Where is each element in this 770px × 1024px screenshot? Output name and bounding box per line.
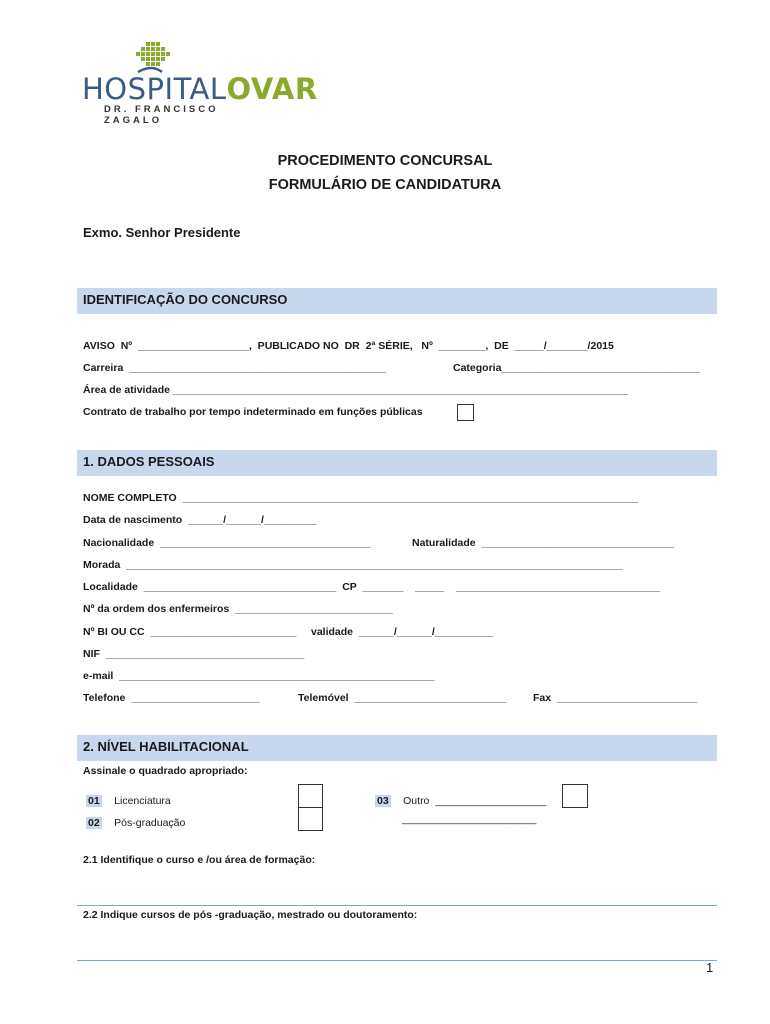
outro-extra-field[interactable]: _______________________ [402, 813, 537, 825]
section-header-dados [77, 450, 717, 476]
page-number: 1 [706, 960, 714, 975]
question-2-2: 2.2 Indique cursos de pós -graduação, mestrado ou doutoramento: [83, 909, 418, 921]
nivel-instructions: Assinale o quadrado apropriado: [83, 765, 248, 777]
option-label: Pós-graduação [114, 817, 186, 829]
localidade-field[interactable]: Localidade _________________________________ CP _______ _____ ___________________________________ [83, 581, 661, 593]
section-title: 1. DADOS PESSOAIS [83, 454, 215, 469]
data-nascimento-field[interactable]: Data de nascimento ______/______/_________ [83, 514, 317, 526]
option-pos-graduacao [86, 813, 185, 831]
option-number: 02 [88, 817, 100, 829]
contrato-checkbox[interactable] [457, 404, 474, 421]
email-field[interactable]: e-mail ______________________________________________________ [83, 670, 435, 682]
outro-checkbox[interactable] [562, 784, 588, 808]
document-title-line2: FORMULÁRIO DE CANDIDATURA [268, 177, 502, 193]
area-atividade-field[interactable]: Área de atividade ______________________________________________________________________________ [83, 384, 629, 396]
nome-field[interactable]: NOME COMPLETO ______________________________________________________________________________ [83, 492, 639, 504]
section-header-nivel [77, 735, 717, 761]
logo-subtitle: DR. FRANCISCO ZAGALO [104, 104, 219, 126]
section-title: 2. NÍVEL HABILITACIONAL [83, 739, 249, 754]
telemovel-field[interactable]: Telemóvel __________________________ [298, 692, 507, 704]
naturalidade-field[interactable]: Naturalidade _________________________________ [412, 537, 675, 549]
question-2-1: 2.1 Identifique o curso e /ou área de formação: [83, 854, 316, 866]
bi-cc-field[interactable]: Nº BI OU CC _________________________ validade ______/______/__________ [83, 626, 494, 638]
option-number: 01 [88, 795, 100, 807]
carreira-field[interactable]: Carreira ____________________________________________ [83, 362, 387, 374]
answer-line-2-1[interactable] [77, 905, 717, 906]
option-outro [375, 791, 546, 809]
telefone-field[interactable]: Telefone ______________________ [83, 692, 260, 704]
fax-field[interactable]: Fax ________________________ [533, 692, 698, 704]
document-title-line1: PROCEDIMENTO CONCURSAL [277, 153, 493, 169]
option-number: 03 [377, 795, 389, 807]
salutation: Exmo. Senhor Presidente [83, 225, 241, 240]
option-licenciatura [86, 791, 171, 809]
option-label: Licenciatura [114, 795, 171, 807]
section-header-concurso [77, 288, 717, 314]
contrato-label: Contrato de trabalho por tempo indeterminado em funções públicas [83, 406, 423, 418]
pos-graduacao-checkbox[interactable] [298, 807, 323, 831]
nacionalidade-field[interactable]: Nacionalidade ____________________________________ [83, 537, 371, 549]
outro-field[interactable]: Outro ___________________ [403, 795, 547, 807]
section-title: IDENTIFICAÇÃO DO CONCURSO [83, 292, 288, 307]
hospital-logo [82, 42, 318, 126]
answer-line-2-2[interactable] [77, 960, 717, 961]
categoria-field[interactable]: Categoria__________________________________ [453, 362, 700, 374]
nif-field[interactable]: NIF __________________________________ [83, 648, 305, 660]
logo-text-hospital: HOSPITAL [82, 72, 227, 106]
morada-field[interactable]: Morada _____________________________________________________________________________________ [83, 559, 623, 571]
logo-text-ovar: OVAR [226, 72, 318, 106]
ordem-enfermeiros-field[interactable]: Nº da ordem dos enfermeiros ___________________________ [83, 603, 393, 615]
licenciatura-checkbox[interactable] [298, 784, 323, 808]
aviso-field[interactable]: AVISO Nº ___________________, PUBLICADO NO DR 2ª SÉRIE, Nº ________, DE _____/_______/2015 [83, 340, 614, 352]
